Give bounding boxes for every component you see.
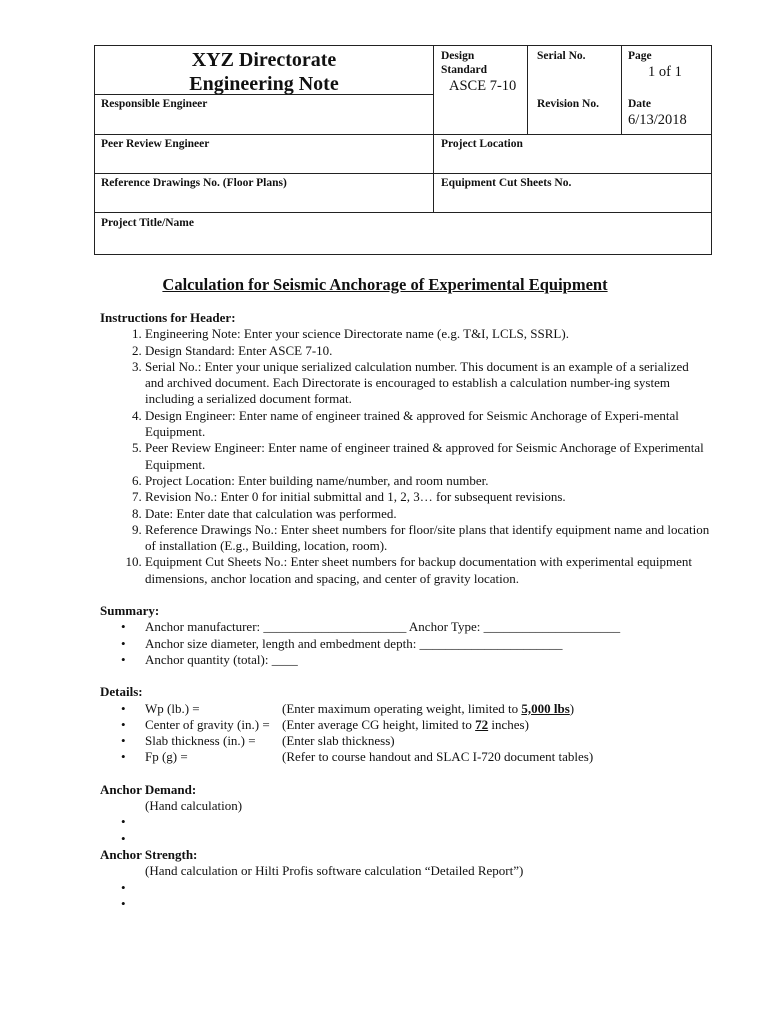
date-value: 6/13/2018 bbox=[628, 112, 687, 128]
wp-limit: 5,000 lbs bbox=[521, 700, 570, 716]
list-item[interactable] bbox=[145, 717, 710, 733]
project-title-label: Project Title/Name bbox=[101, 217, 194, 229]
date-field[interactable] bbox=[628, 97, 687, 129]
anchor-demand-heading: Anchor Demand: bbox=[100, 781, 197, 797]
cg-key: • Center of gravity (in.) = bbox=[145, 716, 270, 732]
list-item[interactable]: • Anchor manufacturer: ______________________ Anchor Type: _____________________ bbox=[145, 619, 710, 635]
header-table bbox=[94, 45, 712, 255]
cg-limit: 72 bbox=[475, 716, 489, 732]
summary-heading: Summary: bbox=[100, 603, 160, 619]
responsible-engineer-field[interactable] bbox=[101, 97, 207, 111]
page-value: 1 of 1 bbox=[648, 64, 682, 80]
cut-sheets-field[interactable] bbox=[441, 176, 571, 190]
cg-value: (Enter average CG height, limited to 72 inches) bbox=[282, 716, 529, 732]
fp-key: • Fp (g) = bbox=[145, 749, 188, 765]
details-list bbox=[100, 701, 710, 766]
divider bbox=[621, 46, 622, 134]
project-location-label: Project Location bbox=[441, 138, 523, 150]
slab-key: • Slab thickness (in.) = bbox=[145, 733, 256, 749]
list-item: 8. Date: Enter date that calculation was performed. bbox=[145, 506, 710, 522]
list-item: 1. Engineering Note: Enter your science Directorate name (e.g. T&I, LCLS, SSRL). bbox=[145, 326, 710, 342]
details-heading: Details: bbox=[100, 684, 143, 700]
directorate-name: XYZ Directorate bbox=[191, 49, 337, 71]
cut-sheets-label: Equipment Cut Sheets No. bbox=[441, 177, 572, 189]
divider bbox=[95, 173, 711, 174]
anchor-demand-list bbox=[100, 814, 710, 847]
list-item: 2. Design Standard: Enter ASCE 7-10. bbox=[145, 343, 710, 359]
project-location-field[interactable] bbox=[441, 137, 523, 151]
list-item: 3. Serial No.: Enter your unique serialized calculation number. This document is an example of a serialized and archived document. Each Directorate is encouraged to establish a calculation number-ing system including a serialized document format. bbox=[145, 359, 710, 408]
divider bbox=[527, 46, 528, 134]
list-item[interactable] bbox=[145, 733, 710, 749]
anchor-strength-heading: Anchor Strength: bbox=[100, 846, 198, 862]
directorate-cell[interactable] bbox=[95, 48, 433, 96]
list-item: 10. Equipment Cut Sheets No.: Enter sheet numbers for backup documentation with experimental equipment dimensions, anchor location and spacing, and center of gravity location. bbox=[145, 554, 710, 587]
list-item[interactable] bbox=[145, 701, 710, 717]
divider bbox=[433, 46, 434, 212]
divider bbox=[95, 134, 711, 135]
wp-value: (Enter maximum operating weight, limited to 5,000 lbs) bbox=[282, 700, 575, 716]
instructions-heading: Instructions for Header: bbox=[100, 310, 236, 325]
page-label: Page bbox=[628, 50, 652, 62]
revision-label: Revision No. bbox=[537, 98, 599, 110]
peer-review-label: Peer Review Engineer bbox=[101, 138, 210, 150]
note-type: Engineering Note bbox=[189, 73, 339, 95]
list-item[interactable]: • Anchor size diameter, length and embedment depth: ______________________ bbox=[145, 636, 710, 652]
list-item: 6. Project Location: Enter building name/number, and room number. bbox=[145, 473, 710, 489]
list-item[interactable]: • Anchor quantity (total): ____ bbox=[145, 652, 710, 668]
design-standard-label: Design Standard bbox=[441, 50, 488, 76]
anchor-strength-note: (Hand calculation or Hilti Profis software calculation “Detailed Report”) bbox=[145, 863, 524, 879]
document-body bbox=[100, 310, 710, 912]
date-label: Date bbox=[628, 98, 651, 110]
revision-field[interactable] bbox=[537, 97, 599, 111]
list-item[interactable] bbox=[145, 814, 710, 830]
design-standard-value: ASCE 7-10 bbox=[449, 78, 517, 94]
list-item: 5. Peer Review Engineer: Enter name of engineer trained & approved for Seismic Anchorage of Experimental Equipment. bbox=[145, 440, 710, 473]
anchor-strength-list bbox=[100, 880, 710, 913]
list-item: 4. Design Engineer: Enter name of engineer trained & approved for Seismic Anchorage of Experi-mental Equipment. bbox=[145, 408, 710, 441]
list-item[interactable] bbox=[145, 749, 710, 765]
document-title: Calculation for Seismic Anchorage of Experimental Equipment bbox=[162, 275, 608, 294]
instructions-list bbox=[100, 326, 710, 587]
serial-label: Serial No. bbox=[537, 50, 586, 62]
serial-field[interactable] bbox=[537, 49, 586, 63]
list-item: 9. Reference Drawings No.: Enter sheet numbers for floor/site plans that identify equipment name and location of installation (E.g., Building, location, room). bbox=[145, 522, 710, 555]
design-standard-field[interactable] bbox=[441, 49, 527, 95]
reference-drawings-label: Reference Drawings No. (Floor Plans) bbox=[101, 177, 287, 189]
responsible-engineer-label: Responsible Engineer bbox=[101, 98, 208, 110]
reference-drawings-field[interactable] bbox=[101, 176, 287, 190]
list-item[interactable] bbox=[145, 896, 710, 912]
list-item: 7. Revision No.: Enter 0 for initial submittal and 1, 2, 3… for subsequent revisions. bbox=[145, 489, 710, 505]
slab-value: (Enter slab thickness) bbox=[282, 733, 395, 749]
peer-review-field[interactable] bbox=[101, 137, 209, 151]
list-item[interactable] bbox=[145, 880, 710, 896]
wp-key: • Wp (lb.) = bbox=[145, 700, 200, 716]
fp-value: (Refer to course handout and SLAC I-720 document tables) bbox=[282, 749, 594, 765]
project-title-field[interactable] bbox=[101, 216, 194, 230]
anchor-demand-note: (Hand calculation) bbox=[145, 798, 243, 814]
summary-list bbox=[100, 619, 710, 668]
divider bbox=[95, 212, 711, 213]
page-field[interactable] bbox=[628, 49, 708, 81]
list-item[interactable] bbox=[145, 831, 710, 847]
